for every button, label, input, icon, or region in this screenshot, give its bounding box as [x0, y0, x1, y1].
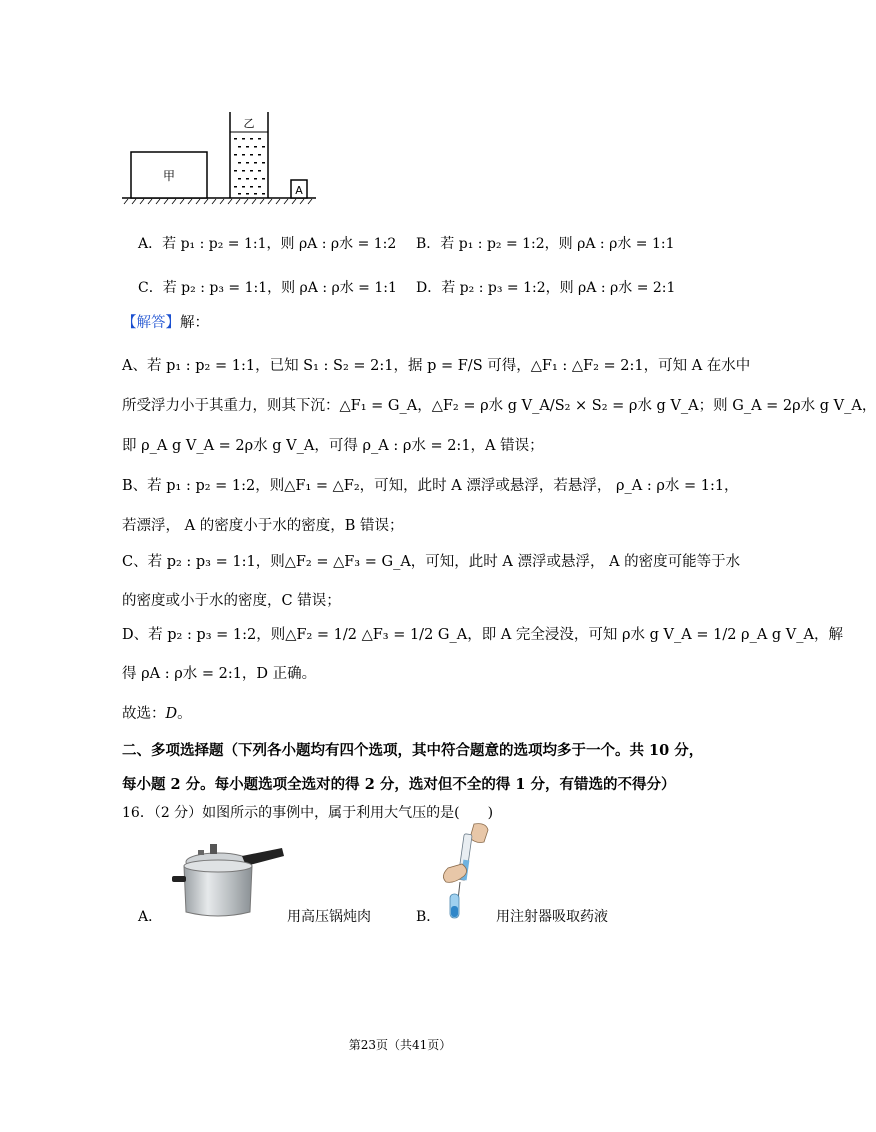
containers-figure: [118, 108, 328, 212]
option-c: C．若 p₂ : p₃ = 1:1，则 ρA : ρ水 = 1:1: [138, 280, 397, 296]
option-a-text: 若 p₁ : p₂ = 1:1，则 ρA : ρ水 = 1:2: [162, 236, 397, 252]
option-d: D．若 p₂ : p₃ = 1:2，则 ρA : ρ水 = 2:1: [416, 280, 676, 296]
answer-line-6: C、若 p₂ : p₃ = 1:1，则△F₂ = △F₃ = G_A，可知，此时 A 漂浮或悬浮， A 的密度可能等于水: [122, 554, 741, 570]
answer-tag: 【解答】: [122, 315, 180, 331]
answer-line-7: 的密度或小于水的密度，C 错误；: [122, 593, 341, 609]
option-b-text: 若 p₁ : p₂ = 1:2，则 ρA : ρ水 = 1:1: [440, 236, 675, 252]
page-footer: 第23页（共41页）: [348, 1038, 452, 1052]
answer-line-5: 若漂浮， A 的密度小于水的密度，B 错误；: [122, 518, 404, 534]
question-16-option-b-caption: 用注射器吸取药液: [496, 909, 608, 925]
conclusion: 故选：D。: [122, 706, 192, 722]
question-16-option-b: B．: [416, 909, 441, 925]
question-16-option-a: A．: [138, 909, 163, 925]
section-heading-line-2: 每小题 2 分。每小题选项全选对的得 2 分，选对但不全的得 1 分，有错选的不得分）: [122, 776, 676, 793]
option-b: B．若 p₁ : p₂ = 1:2，则 ρA : ρ水 = 1:1: [416, 236, 675, 252]
answer-line-8: D、若 p₂ : p₃ = 1:2，则△F₂ = 1/2 △F₃ = 1/2 G_A，即 A 完全浸没，可知 ρ水 g V_A = 1/2 ρ_A g V_A，解: [122, 627, 843, 643]
answer-line-4: B、若 p₁ : p₂ = 1:2，则△F₁ = △F₂，可知，此时 A 漂浮或悬浮，若悬浮， ρ_A : ρ水 = 1:1，: [122, 478, 739, 494]
answer-line-9: 得 ρA : ρ水 = 2:1，D 正确。: [122, 666, 317, 682]
question-16: 16．（2 分）如图所示的事例中，属于利用大气压的是( ): [122, 805, 494, 821]
section-heading-line-1: 二、多项选择题（下列各小题均有四个选项，其中符合题意的选项均多于一个。共 10 分，: [122, 742, 704, 759]
answer-line-1: A、若 p₁ : p₂ = 1:1，已知 S₁ : S₂ = 2:1，据 p = F/S 可得，△F₁ : △F₂ = 2:1，可知 A 在水中: [122, 358, 751, 374]
water-dots: [234, 138, 265, 195]
option-c-text: 若 p₂ : p₃ = 1:1，则 ρA : ρ水 = 1:1: [162, 280, 397, 296]
label-a: A: [295, 184, 303, 197]
option-d-text: 若 p₂ : p₃ = 1:2，则 ρA : ρ水 = 2:1: [441, 280, 676, 296]
pressure-cooker-icon: [170, 836, 288, 920]
label-jia: 甲: [162, 169, 176, 183]
syringe-icon: [436, 820, 494, 922]
answer-line-2: 所受浮力小于其重力，则其下沉：△F₁ = G_A，△F₂ = ρ水 g V_A/S₂ × S₂ = ρ水 g V_A；则 G_A = 2ρ水 g V_A，: [122, 398, 876, 414]
ground-hatch: [124, 199, 312, 204]
answer-heading: 【解答】解：: [122, 315, 209, 331]
label-yi: 乙: [243, 117, 255, 130]
option-a: A．若 p₁ : p₂ = 1:1，则 ρA : ρ水 = 1:2: [138, 236, 397, 252]
question-16-option-a-caption: 用高压锅炖肉: [287, 909, 371, 925]
answer-line-3: 即 ρ_A g V_A = 2ρ水 g V_A，可得 ρ_A : ρ水 = 2:1，A 错误；: [122, 438, 544, 454]
